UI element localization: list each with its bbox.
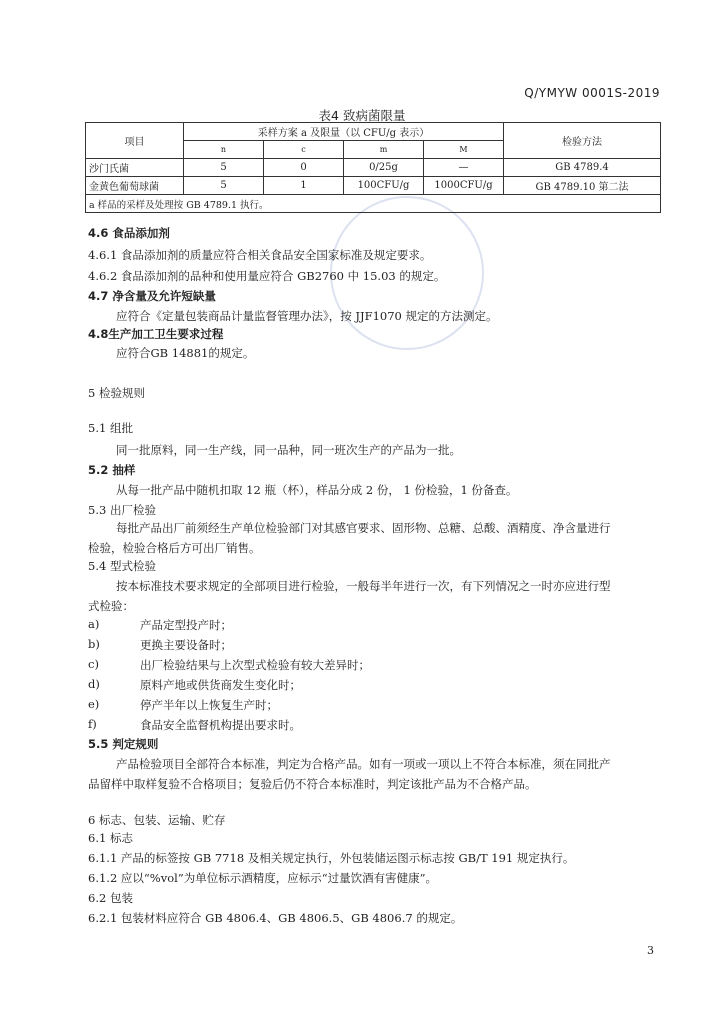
section-heading: 4.7 净含量及允许短缺量 <box>88 289 216 303</box>
clause-text: 6.2.1 包装材料应符合 GB 4806.4、GB 4806.5、GB 4806.7 的规定。 <box>88 911 463 925</box>
section-heading: 6.1 标志 <box>88 831 133 845</box>
chapter-heading: 6 标志、包装、运输、贮存 <box>88 813 226 827</box>
cell-method: GB 4789.4 <box>504 159 661 177</box>
subheader-c: c <box>264 141 344 159</box>
section-heading: 5.2 抽样 <box>88 463 136 477</box>
cell-c: 0 <box>264 159 344 177</box>
section-heading: 4.8生产加工卫生要求过程 <box>88 327 224 341</box>
list-marker: c) <box>88 657 99 671</box>
pathogen-limit-table <box>85 122 661 213</box>
subheader-m: m <box>344 141 424 159</box>
cell-c: 1 <box>264 177 344 195</box>
list-marker: b) <box>88 637 100 651</box>
section-heading: 6.2 包装 <box>88 891 133 905</box>
clause-text: 应符合《定量包装商品计量监督管理办法》，按 JJF1070 规定的方法测定。 <box>116 309 498 323</box>
header-item: 项目 <box>86 123 184 159</box>
list-marker: f) <box>88 717 97 731</box>
cell-M: — <box>424 159 504 177</box>
table-header-row <box>86 123 661 141</box>
header-sampling: 采样方案 a 及限量（以 CFU/g 表示） <box>184 123 504 141</box>
list-item: 食品安全监督机构提出要求时。 <box>140 718 301 732</box>
standard-number: Q/YMYW 0001S-2019 <box>524 86 660 100</box>
cell-item: 沙门氏菌 <box>86 159 184 177</box>
clause-text: 检验，检验合格后方可出厂销售。 <box>88 541 261 555</box>
section-heading: 5.3 出厂检验 <box>88 503 156 517</box>
clause-text: 6.1.1 产品的标签按 GB 7718 及相关规定执行，外包装储运图示标志按 GB/T 191 规定执行。 <box>88 851 575 865</box>
list-marker: e) <box>88 697 100 711</box>
cell-item: 金黄色葡萄球菌 <box>86 177 184 195</box>
clause-text: 应符合GB 14881的规定。 <box>116 346 255 360</box>
subheader-n: n <box>184 141 264 159</box>
page-number: 3 <box>647 944 654 957</box>
cell-n: 5 <box>184 159 264 177</box>
list-marker: a) <box>88 617 100 631</box>
chapter-heading: 5 检验规则 <box>88 386 145 400</box>
list-item: 出厂检验结果与上次型式检验有较大差异时； <box>140 658 370 672</box>
list-item: 产品定型投产时； <box>140 618 232 632</box>
section-heading: 5.1 组批 <box>88 421 133 435</box>
list-item: 停产半年以上恢复生产时； <box>140 698 278 712</box>
clause-text: 按本标准技术要求规定的全部项目进行检验，一般每半年进行一次，有下列情况之一时亦应进行型 <box>116 579 611 593</box>
list-item: 更换主要设备时； <box>140 638 232 652</box>
cell-n: 5 <box>184 177 264 195</box>
table-row <box>86 177 661 195</box>
clause-text: 从每一批产品中随机扣取 12 瓶（杯），样品分成 2 份， 1 份检验，1 份备查。 <box>116 483 518 497</box>
table-caption: 表4 致病菌限量 <box>318 108 406 123</box>
subheader-M: M <box>424 141 504 159</box>
section-heading: 5.5 判定规则 <box>88 737 159 751</box>
cell-M: 1000CFU/g <box>424 177 504 195</box>
header-method: 检验方法 <box>504 123 661 159</box>
list-item: 原料产地或供货商发生变化时； <box>140 678 301 692</box>
section-heading: 4.6 食品添加剂 <box>88 226 170 240</box>
clause-text: 4.6.2 食品添加剂的品种和使用量应符合 GB2760 中 15.03 的规定。 <box>88 269 446 283</box>
clause-text: 4.6.1 食品添加剂的质量应符合相关食品安全国家标准及规定要求。 <box>88 248 432 262</box>
table-row <box>86 159 661 177</box>
section-heading: 5.4 型式检验 <box>88 559 156 573</box>
clause-text: 6.1.2 应以“%vol”为单位标示酒精度，应标示“过量饮酒有害健康”。 <box>88 871 437 885</box>
clause-text: 品留样中取样复验不合格项目；复验后仍不符合本标准时，判定该批产品为不合格产品。 <box>88 777 537 791</box>
list-marker: d) <box>88 677 100 691</box>
clause-text: 同一批原料，同一生产线，同一品种，同一班次生产的产品为一批。 <box>116 443 461 457</box>
clause-text: 每批产品出厂前须经生产单位检验部门对其感官要求、固形物、总糖、总酸、酒精度、净含量进行 <box>116 521 611 535</box>
cell-m: 0/25g <box>344 159 424 177</box>
clause-text: 式检验： <box>88 599 134 613</box>
clause-text: 产品检验项目全部符合本标准，判定为合格产品。如有一项或一项以上不符合本标准，须在同批产 <box>116 757 611 771</box>
table-footnote: a 样品的采样及处理按 GB 4789.1 执行。 <box>86 195 661 213</box>
table-footnote-row <box>86 195 661 213</box>
cell-method: GB 4789.10 第二法 <box>504 177 661 195</box>
cell-m: 100CFU/g <box>344 177 424 195</box>
